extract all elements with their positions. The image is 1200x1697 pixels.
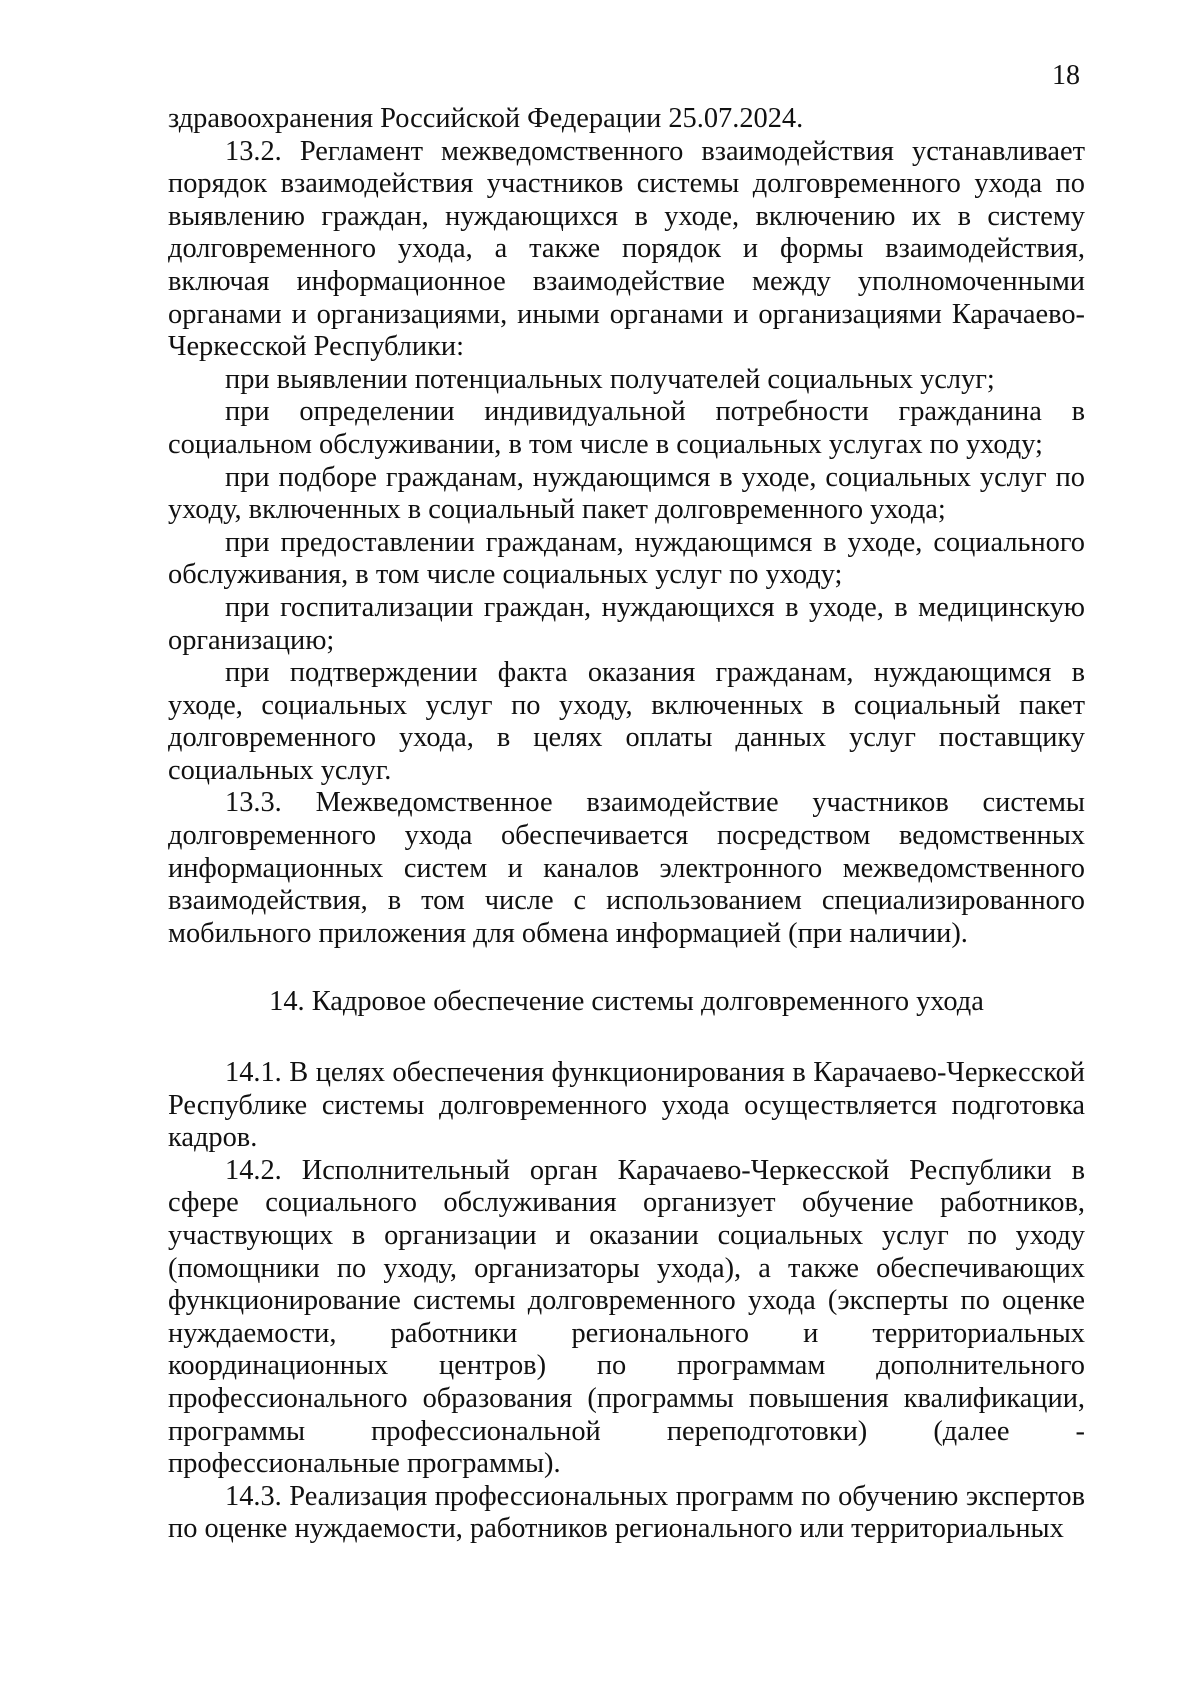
paragraph-13-3: 13.3. Межведомственное взаимодействие участников системы долговременного ухода обеспечивается посредством ведомственных информационных систем и каналов электронного межведомственного взаимодействия, в том числе с использованием специализированного мобильного приложения для обмена информацией (при наличии). <box>168 787 1085 949</box>
paragraph-14-1: 14.1. В целях обеспечения функционирования в Карачаево-Черкесской Республике системы долговременного ухода осуществляется подготовка кадров. <box>168 1057 1085 1154</box>
page-number: 18 <box>1052 60 1080 91</box>
list-item: при подборе гражданам, нуждающимся в уходе, социальных услуг по уходу, включенных в социальный пакет долговременного ухода; <box>168 461 1085 526</box>
paragraph-14-3: 14.3. Реализация профессиональных программ по обучению экспертов по оценке нуждаемости, работников регионального или территориальных <box>168 1480 1085 1545</box>
list-item: при выявлении потенциальных получателей социальных услуг; <box>225 363 995 395</box>
list-item: при предоставлении гражданам, нуждающимся в уходе, социального обслуживания, в том числе социальных услуг по уходу; <box>168 526 1085 591</box>
document-body <box>168 103 1085 1546</box>
list-item: при госпитализации граждан, нуждающихся в уходе, в медицинскую организацию; <box>168 591 1085 656</box>
section-heading: 14. Кадровое обеспечение системы долговременного ухода <box>269 986 984 1018</box>
paragraph-14-2: 14.2. Исполнительный орган Карачаево-Черкесской Республики в сфере социального обслуживания организует обучение работников, участвующих в организации и оказании социальных услуг по уходу (помощники по уходу, организаторы ухода), а также обеспечивающих функционирование системы долговременного ухода (эксперты по оценке нуждаемости, работники регионального и территориальных координационных центров) по программам дополнительного профессионального образования (программы повышения квалификации, программы профессиональной переподготовки) (далее - профессиональные программы). <box>168 1154 1085 1480</box>
list-item: при подтверждении факта оказания гражданам, нуждающимся в уходе, социальных услуг по уходу, включенных в социальный пакет долговременного ухода, в целях оплаты данных услуг поставщику социальных услуг. <box>168 657 1085 786</box>
list-item: при определении индивидуальной потребности гражданина в социальном обслуживании, в том числе в социальных услугах по уходу; <box>168 396 1085 460</box>
paragraph-13-2: 13.2. Регламент межведомственного взаимодействия устанавливает порядок взаимодействия участников системы долговременного ухода по выявлению граждан, нуждающихся в уходе, включению их в систему долговременного ухода, а также порядок и формы взаимодействия, включая информационное взаимодействие между уполномоченными органами и организациями, иными органами и организациями Карачаево-Черкесской Республики: <box>168 135 1085 363</box>
paragraph-continuation: здравоохранения Российской Федерации 25.07.2024. <box>168 103 804 134</box>
